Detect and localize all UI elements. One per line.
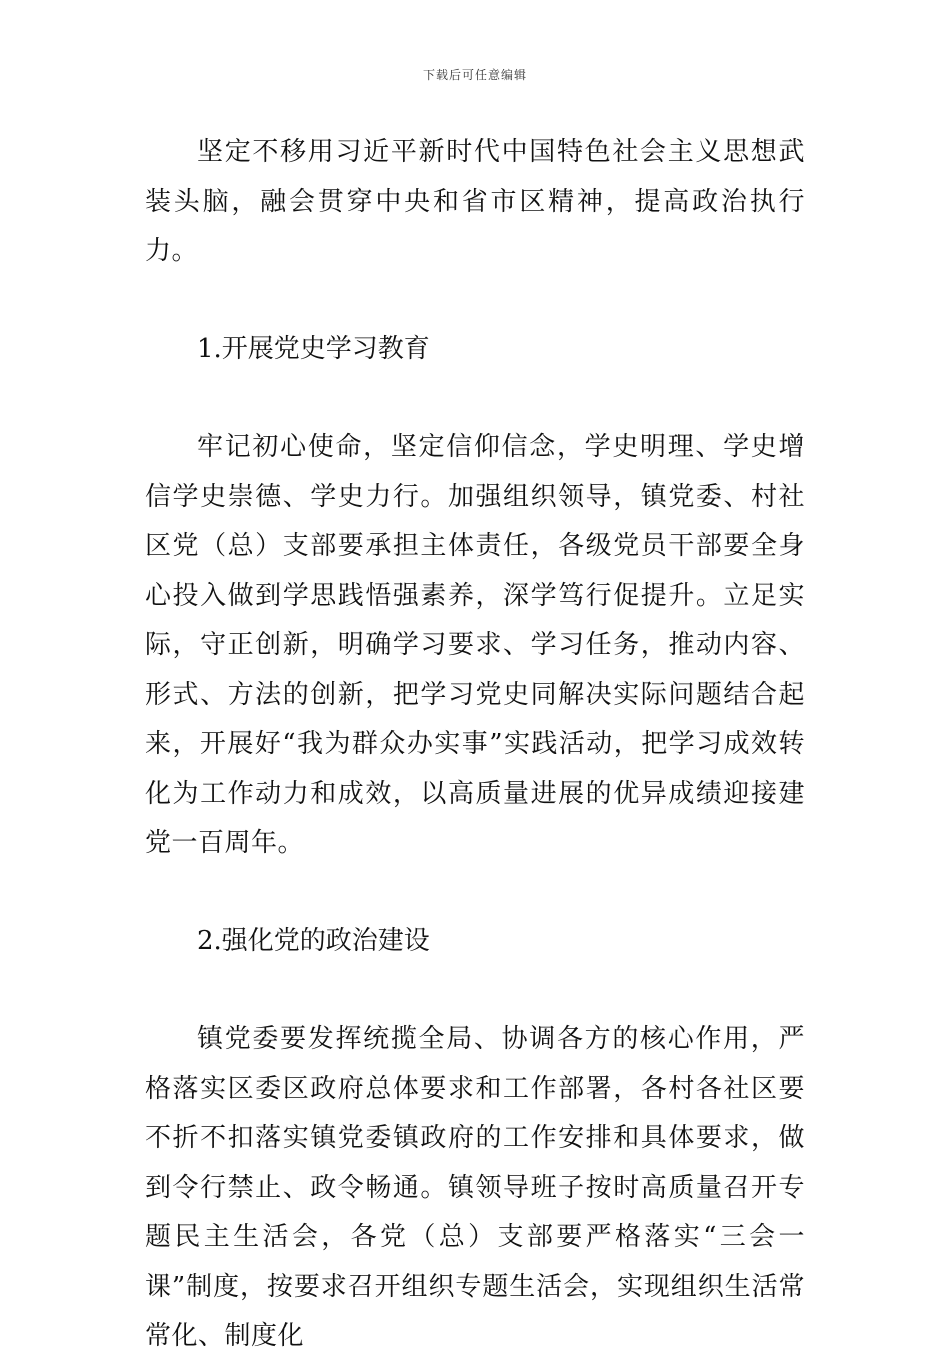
- document-body: [145, 128, 805, 1362]
- paragraph-1: 坚定不移用习近平新时代中国特色社会主义思想武装头脑，融会贯穿中央和省市区精神，提高政治执行力。: [145, 137, 805, 266]
- paragraph-3: 镇党委要发挥统揽全局、协调各方的核心作用，严格落实区委区政府总体要求和工作部署，各村各社区要不折不扣落实镇党委镇政府的工作安排和具体要求，做到令行禁止、政令畅通。镇领导班子按时高质量召开专题民主生活会，各党（总）支部要严格落实“三会一课”制度，按要求召开组织专题生活会，实现组织生活常常化、制度化: [145, 1024, 805, 1351]
- spacer: [145, 374, 805, 423]
- spacer: [145, 277, 805, 325]
- section-heading-2: 2.强化党的政治建设: [197, 925, 430, 956]
- header-note: 下载后可任意编辑: [422, 68, 527, 82]
- spacer: [145, 869, 805, 917]
- paragraph-2: 牢记初心使命，坚定信仰信念，学史明理、学史增信学史崇德、学史力行。加强组织领导，镇党委、村社区党（总）支部要承担主体责任，各级党员干部要全身心投入做到学思践悟强素养，深学笃行促提升。立足实际，守正创新，明确学习要求、学习任务，推动内容、形式、方法的创新，把学习党史同解决实际问题结合起来，开展好“我为群众办实事”实践活动，把学习成效转化为工作动力和成效，以高质量进展的优异成绩迎接建党一百周年。: [145, 432, 805, 858]
- section-heading-1: 1.开展党史学习教育: [197, 333, 430, 364]
- spacer: [145, 966, 805, 1015]
